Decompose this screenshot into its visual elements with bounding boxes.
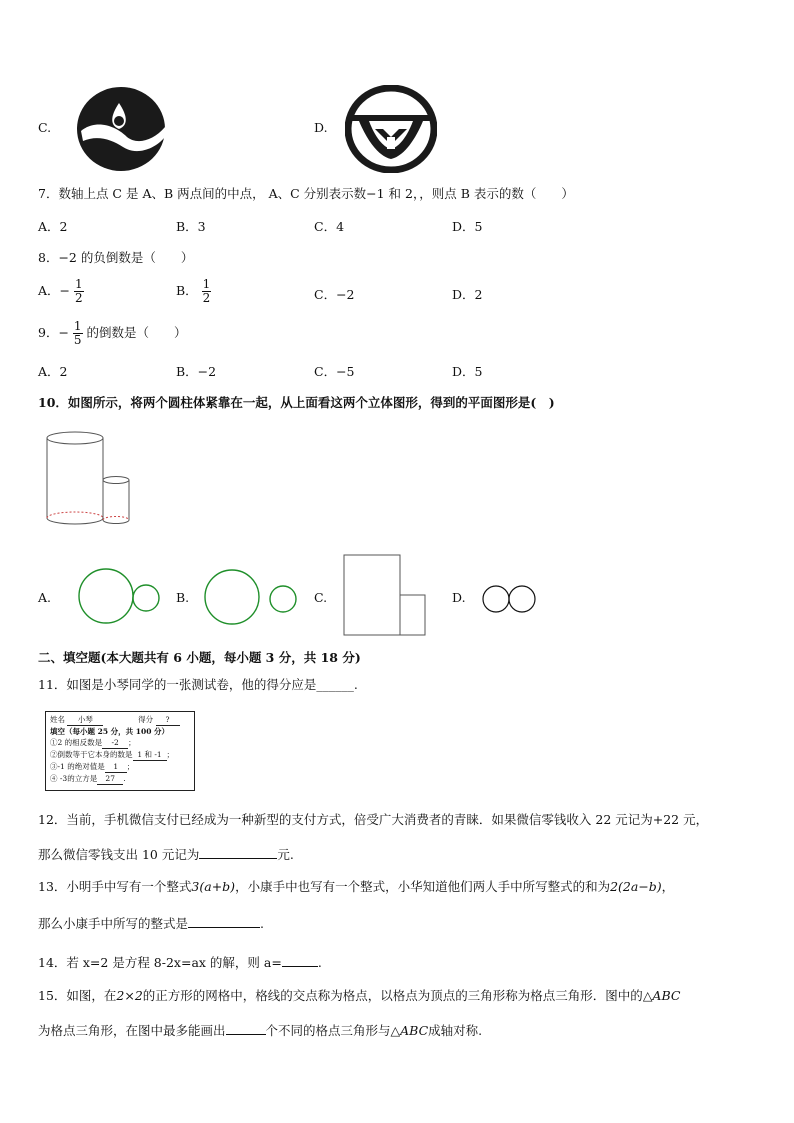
q10-option-b-figure [202,567,302,627]
q10-option-b-label: B. [176,590,190,605]
card-item: ②倒数等于它本身的数是 1 和 -1 ； [50,750,174,759]
q8-option-c: C．−2 [314,287,355,302]
q7-option-c: C．4 [314,219,345,234]
fraction-denominator: 2 [75,291,83,305]
fraction-denominator: 5 [73,333,82,347]
test-paper-card [45,711,195,791]
q10-option-d-label: D. [452,590,466,605]
card-item: ①2 的相反数是 -2 ； [50,738,136,747]
question-8-text: 8．−2 的负倒数是（ ） [38,250,194,265]
q13-expr2: 2(2a−b) [610,879,662,894]
q13-expr1: 3(a+b) [191,879,236,894]
q7-option-d: D．5 [452,219,483,234]
q9-suffix: 的倒数是（ ） [86,325,187,340]
q8-option-a [38,278,84,305]
section-2-heading: 二、填空题(本大题共有 6 小题，每小题 3 分，共 18 分) [38,650,361,665]
fraction-numerator: 1 [202,277,211,291]
option-d-label: D. [314,120,328,135]
q15-part1: 15．如图，在 [38,988,117,1003]
card-title: 填空（每小题 25 分，共 100 分） [50,727,170,736]
answer-blank [188,914,260,928]
q9-fraction [73,320,83,347]
q13-suffix: . [260,916,264,931]
question-7-text: 7．数轴上点 C 是 A、B 两点间的中点， A、C 分别表示数−1 和 2，，则点 B 表示的数（ ） [38,186,574,201]
q9-option-c: C．−5 [314,364,355,379]
q10-option-c-label: C. [314,590,328,605]
card-header-row [50,714,190,726]
card-item: ③-1 的绝对值是 1 ； [50,762,135,771]
q8-option-a-label: A．− [38,283,71,298]
q13-prefix: 那么小康手中所写的整式是 [38,916,189,931]
card-score-value: ? [156,714,180,726]
option-c-label: C. [38,120,52,135]
fraction-denominator: 2 [202,291,211,305]
q15-part2: 的正方形的网格中，格线的交点称为格点，以格点为顶点的三角形称为格点三角形．图中的 [142,988,643,1003]
q13-part3: ， [661,879,675,894]
q10-option-d-figure [480,584,540,614]
q9-prefix: 9．− [38,325,69,340]
q8-option-b-fraction [202,278,212,305]
q15-part4: 个不同的格点三角形与 [265,1023,391,1038]
question-15-line1 [38,988,680,1004]
question-15-line2 [38,1021,482,1039]
answer-blank [226,1021,266,1035]
q9-option-b: B．−2 [176,364,217,379]
q12-prefix: 那么微信零钱支出 10 元记为 [38,847,200,862]
answer-blank [282,953,318,967]
fraction-numerator: 1 [75,277,83,291]
q15-triangle: △ABC [642,988,681,1003]
question-12-line2 [38,845,294,863]
question-9-text [38,320,187,347]
q9-option-a: A．2 [38,364,68,379]
logo-c-image [75,85,167,173]
question-12-line1: 12．当前，手机微信支付已经成为一种新型的支付方式，倍受广大消费者的青睐．如果微信零钱收入 22 元记为+22 元， [38,812,709,827]
q9-option-d: D．5 [452,364,483,379]
card-score-label: 得分 [138,715,154,724]
q8-option-b-label: B． [176,283,198,298]
q10-option-a-figure [76,565,166,625]
q7-option-b: B．3 [176,219,206,234]
q8-option-d: D．2 [452,287,483,302]
answer-blank [199,845,277,859]
q13-part2: ，小康手中也写有一个整式，小华知道他们两人手中所写整式的和为 [235,879,611,894]
q15-part3: 为格点三角形，在图中最多能画出 [38,1023,226,1038]
q15-grid: 2×2 [116,988,143,1003]
q15-part5: 成轴对称. [428,1023,483,1038]
logo-d-image [345,85,437,173]
q12-suffix: 元. [277,847,294,862]
q10-option-c-figure [342,553,432,637]
q14-suffix: . [317,955,322,970]
fraction-numerator: 1 [73,319,82,333]
question-13-line1 [38,879,674,895]
card-name-value: 小琴 [67,714,103,726]
q14-prefix: 14．若 x=2 是方程 8-2x=ax 的解，则 a= [38,955,282,970]
q7-option-a: A．2 [38,219,68,234]
q8-option-a-fraction [74,278,84,305]
card-name-label: 姓名 [50,715,65,724]
q10-option-a-label: A. [38,590,52,605]
question-11-text: 11．如图是小琴同学的一张测试卷，他的得分应是______. [38,677,358,692]
q13-part1: 13．小明手中写有一个整式 [38,879,192,894]
question-13-line2 [38,914,264,932]
cylinders-figure [40,428,140,530]
q8-option-b [176,278,211,305]
card-item: ④ -3的立方是 27 . [50,774,126,783]
q15-triangle: △ABC [390,1023,429,1038]
question-10-text: 10．如图所示，将两个圆柱体紧靠在一起，从上面看这两个立体图形，得到的平面图形是( ) [38,395,555,410]
question-14-text [38,953,322,971]
